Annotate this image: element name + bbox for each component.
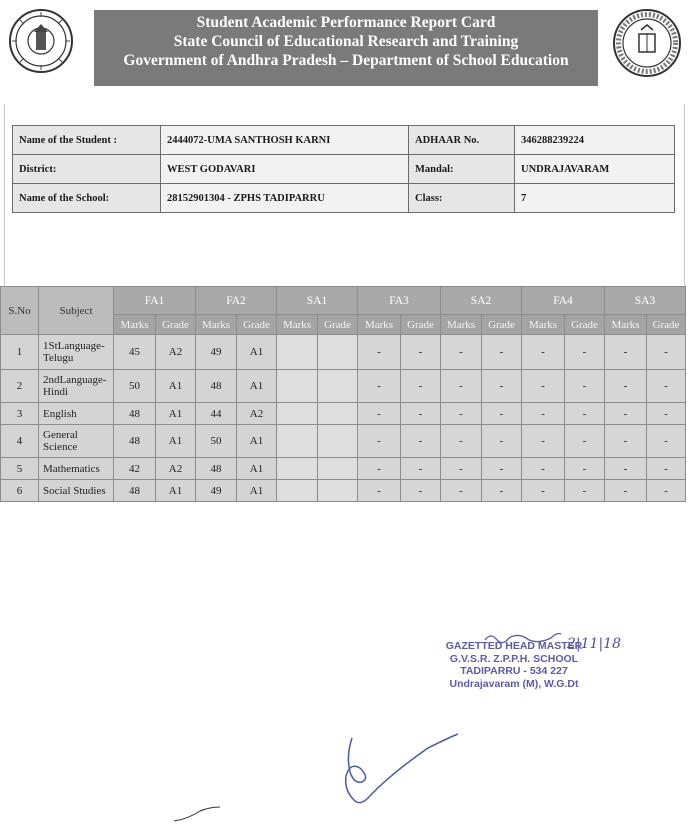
sa3-marks-cell: - bbox=[605, 370, 647, 403]
marks-subheader: Marks bbox=[114, 315, 156, 335]
fa4-marks-cell: - bbox=[522, 480, 565, 502]
sa3-grade-cell: - bbox=[647, 480, 686, 502]
sa2-grade-cell: - bbox=[482, 425, 522, 458]
table-row bbox=[1, 335, 686, 370]
serial-number-cell: 4 bbox=[1, 425, 39, 458]
fa1-marks-cell: 48 bbox=[114, 480, 156, 502]
fa2-grade-cell: A1 bbox=[237, 335, 277, 370]
serial-number-cell: 5 bbox=[1, 458, 39, 480]
sa1-marks-cell bbox=[277, 480, 318, 502]
scert-emblem-logo bbox=[612, 8, 682, 78]
sa2-grade-cell: - bbox=[482, 335, 522, 370]
sa1-grade-cell bbox=[318, 458, 358, 480]
marks-table-body bbox=[1, 335, 686, 502]
subject-cell: 1StLanguage-Telugu bbox=[39, 335, 114, 370]
serial-number-cell: 6 bbox=[1, 480, 39, 502]
sa3-marks-cell: - bbox=[605, 480, 647, 502]
fa4-marks-cell: - bbox=[522, 425, 565, 458]
fa2-grade-cell: A2 bbox=[237, 403, 277, 425]
fa4-marks-cell: - bbox=[522, 335, 565, 370]
fa2-grade-cell: A1 bbox=[237, 370, 277, 403]
grade-subheader: Grade bbox=[482, 315, 522, 335]
fa3-grade-cell: - bbox=[401, 425, 441, 458]
pen-mark bbox=[170, 805, 230, 825]
fa4-grade-cell: - bbox=[565, 370, 605, 403]
sa2-marks-cell: - bbox=[441, 335, 482, 370]
sa2-marks-cell: - bbox=[441, 425, 482, 458]
fa1-grade-cell: A1 bbox=[156, 480, 196, 502]
class-value: 7 bbox=[515, 184, 675, 213]
fa2-marks-cell: 49 bbox=[196, 335, 237, 370]
term-header-sa2: SA2 bbox=[441, 287, 522, 315]
marks-subheader: Marks bbox=[441, 315, 482, 335]
table-row bbox=[1, 480, 686, 502]
sa3-grade-cell: - bbox=[647, 425, 686, 458]
signature-date: 2|11|18 bbox=[567, 636, 621, 652]
fa2-marks-cell: 48 bbox=[196, 370, 237, 403]
fa3-grade-cell: - bbox=[401, 458, 441, 480]
sa1-marks-cell bbox=[277, 403, 318, 425]
stamp-place: TADIPARRU - 534 227 bbox=[460, 665, 568, 677]
student-info-table bbox=[12, 125, 675, 213]
fa4-grade-cell: - bbox=[565, 335, 605, 370]
fa3-marks-cell: - bbox=[358, 403, 401, 425]
fa1-marks-cell: 48 bbox=[114, 425, 156, 458]
sa2-grade-cell: - bbox=[482, 458, 522, 480]
table-row bbox=[1, 370, 686, 403]
fa2-marks-cell: 49 bbox=[196, 480, 237, 502]
sa3-grade-cell: - bbox=[647, 403, 686, 425]
fa3-marks-cell: - bbox=[358, 480, 401, 502]
fa1-marks-cell: 50 bbox=[114, 370, 156, 403]
grade-subheader: Grade bbox=[318, 315, 358, 335]
fa3-grade-cell: - bbox=[401, 370, 441, 403]
fa3-grade-cell: - bbox=[401, 480, 441, 502]
fa3-marks-cell: - bbox=[358, 370, 401, 403]
sa3-grade-cell: - bbox=[647, 370, 686, 403]
sa1-grade-cell bbox=[318, 403, 358, 425]
school-value: 28152901304 - ZPHS TADIPARRU bbox=[161, 184, 409, 213]
fa1-grade-cell: A1 bbox=[156, 403, 196, 425]
marks-subheader: Marks bbox=[196, 315, 237, 335]
sa3-marks-cell: - bbox=[605, 403, 647, 425]
term-header-fa4: FA4 bbox=[522, 287, 605, 315]
marks-table bbox=[0, 286, 686, 502]
sa1-marks-cell bbox=[277, 458, 318, 480]
subject-cell: Social Studies bbox=[39, 480, 114, 502]
andhra-pradesh-emblem-logo bbox=[8, 8, 74, 74]
sa1-grade-cell bbox=[318, 335, 358, 370]
fa4-grade-cell: - bbox=[565, 425, 605, 458]
sa3-grade-cell: - bbox=[647, 458, 686, 480]
grade-subheader: Grade bbox=[565, 315, 605, 335]
marks-subheader: Marks bbox=[522, 315, 565, 335]
fa1-grade-cell: A2 bbox=[156, 335, 196, 370]
district-label: District: bbox=[13, 155, 161, 184]
aadhaar-value: 346288239224 bbox=[515, 126, 675, 155]
stamp-designation: GAZETTED HEAD MASTER bbox=[445, 640, 583, 652]
report-council: State Council of Educational Research and Training bbox=[173, 33, 519, 50]
term-header-fa1: FA1 bbox=[114, 287, 196, 315]
fa4-marks-cell: - bbox=[522, 370, 565, 403]
mandal-value: UNDRAJAVARAM bbox=[515, 155, 675, 184]
marks-table-wrapper bbox=[0, 286, 686, 502]
fa1-grade-cell: A1 bbox=[156, 370, 196, 403]
fa4-marks-cell: - bbox=[522, 403, 565, 425]
fa3-marks-cell: - bbox=[358, 335, 401, 370]
sa2-grade-cell: - bbox=[482, 370, 522, 403]
marks-subheader: Marks bbox=[277, 315, 318, 335]
fa2-grade-cell: A1 bbox=[237, 425, 277, 458]
sa3-grade-cell: - bbox=[647, 335, 686, 370]
report-title: Student Academic Performance Report Card bbox=[196, 14, 496, 31]
fa4-marks-cell: - bbox=[522, 458, 565, 480]
table-row bbox=[1, 425, 686, 458]
sa3-marks-cell: - bbox=[605, 458, 647, 480]
subject-cell: 2ndLanguage-Hindi bbox=[39, 370, 114, 403]
sa3-marks-cell: - bbox=[605, 335, 647, 370]
class-label: Class: bbox=[409, 184, 515, 213]
stamp-school: G.V.S.R. Z.P.P.H. SCHOOL bbox=[449, 652, 579, 665]
sa1-grade-cell bbox=[318, 425, 358, 458]
fa1-marks-cell: 42 bbox=[114, 458, 156, 480]
grade-subheader: Grade bbox=[401, 315, 441, 335]
report-header-band bbox=[94, 10, 598, 86]
student-name-value: 2444072-UMA SANTHOSH KARNI bbox=[161, 126, 409, 155]
serial-number-cell: 1 bbox=[1, 335, 39, 370]
grade-subheader: Grade bbox=[647, 315, 686, 335]
student-name-label: Name of the Student : bbox=[13, 126, 161, 155]
fa3-grade-cell: - bbox=[401, 335, 441, 370]
subject-cell: Mathematics bbox=[39, 458, 114, 480]
sa1-grade-cell bbox=[318, 480, 358, 502]
sa2-marks-cell: - bbox=[441, 403, 482, 425]
marks-subheader: Marks bbox=[605, 315, 647, 335]
fa1-marks-cell: 48 bbox=[114, 403, 156, 425]
fa2-grade-cell: A1 bbox=[237, 458, 277, 480]
fa4-grade-cell: - bbox=[565, 480, 605, 502]
handwritten-signature bbox=[330, 730, 490, 820]
fa1-marks-cell: 45 bbox=[114, 335, 156, 370]
table-row bbox=[1, 403, 686, 425]
term-header-fa3: FA3 bbox=[358, 287, 441, 315]
fa1-grade-cell: A1 bbox=[156, 425, 196, 458]
fa3-marks-cell: - bbox=[358, 425, 401, 458]
fa4-grade-cell: - bbox=[565, 403, 605, 425]
term-header-sa3: SA3 bbox=[605, 287, 686, 315]
sa1-marks-cell bbox=[277, 335, 318, 370]
sno-header: S.No bbox=[1, 287, 39, 335]
sa1-grade-cell bbox=[318, 370, 358, 403]
fa2-marks-cell: 50 bbox=[196, 425, 237, 458]
fa2-grade-cell: A1 bbox=[237, 480, 277, 502]
sa2-marks-cell: - bbox=[441, 370, 482, 403]
district-value: WEST GODAVARI bbox=[161, 155, 409, 184]
grade-subheader: Grade bbox=[237, 315, 277, 335]
fa2-marks-cell: 48 bbox=[196, 458, 237, 480]
sa2-grade-cell: - bbox=[482, 480, 522, 502]
sa1-marks-cell bbox=[277, 370, 318, 403]
fa3-grade-cell: - bbox=[401, 403, 441, 425]
fa1-grade-cell: A2 bbox=[156, 458, 196, 480]
fa3-marks-cell: - bbox=[358, 458, 401, 480]
subject-cell: General Science bbox=[39, 425, 114, 458]
grade-subheader: Grade bbox=[156, 315, 196, 335]
school-label: Name of the School: bbox=[13, 184, 161, 213]
table-row bbox=[1, 458, 686, 480]
initials-signature bbox=[480, 628, 580, 648]
report-government: Government of Andhra Pradesh – Department of School Education bbox=[123, 52, 569, 69]
stamp-mandal: Undrajavaram (M), W.G.Dt bbox=[449, 677, 579, 690]
sa3-marks-cell: - bbox=[605, 425, 647, 458]
sa2-marks-cell: - bbox=[441, 458, 482, 480]
term-header-sa1: SA1 bbox=[277, 287, 358, 315]
serial-number-cell: 2 bbox=[1, 370, 39, 403]
aadhaar-label: ADHAAR No. bbox=[409, 126, 515, 155]
sa2-grade-cell: - bbox=[482, 403, 522, 425]
sa2-marks-cell: - bbox=[441, 480, 482, 502]
fa4-grade-cell: - bbox=[565, 458, 605, 480]
term-header-fa2: FA2 bbox=[196, 287, 277, 315]
fa2-marks-cell: 44 bbox=[196, 403, 237, 425]
sa1-marks-cell bbox=[277, 425, 318, 458]
marks-subheader: Marks bbox=[358, 315, 401, 335]
mandal-label: Mandal: bbox=[409, 155, 515, 184]
subject-header: Subject bbox=[39, 287, 114, 335]
subject-cell: English bbox=[39, 403, 114, 425]
serial-number-cell: 3 bbox=[1, 403, 39, 425]
